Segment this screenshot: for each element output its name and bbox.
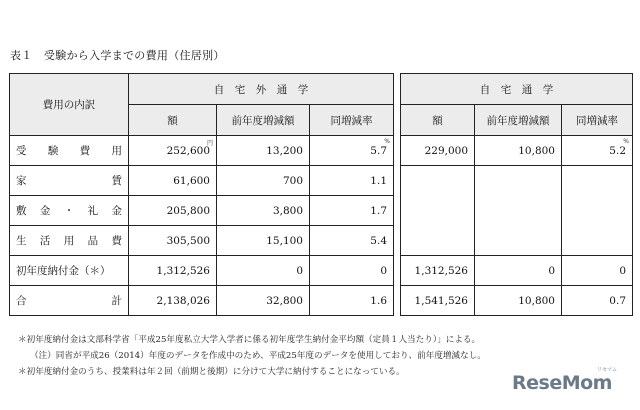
- away-rate-cell: 1.7: [310, 196, 394, 226]
- away-rate-cell: 1.1: [310, 166, 394, 196]
- row-label: 合計: [10, 286, 129, 316]
- home-rate-cell: 0: [562, 256, 633, 286]
- home-amount-cell: 229,000: [401, 136, 475, 166]
- logo-subtext: リセマム: [597, 367, 617, 373]
- away-rate-cell: % 5.7: [310, 136, 394, 166]
- home-rate-cell: 0.7: [562, 286, 633, 316]
- away-change-cell: 3,800: [217, 196, 310, 226]
- header-away-change: 前年度増減額: [217, 105, 310, 136]
- header-item-col: 費用の内訳: [10, 74, 129, 136]
- footnote: （注）同省が平成26（2014）年度のデータを作成中のため、平成25年度のデータを使用しており、前年度増減なし。: [30, 351, 486, 361]
- home-empty-cell: [475, 166, 562, 256]
- row-label: 敷金・礼金: [10, 196, 129, 226]
- footnotes: [18, 332, 488, 380]
- home-change-cell: 0: [475, 256, 562, 286]
- home-amount-cell: 1,541,526: [401, 286, 475, 316]
- header-home-change: 前年度増減額: [475, 105, 562, 136]
- column-gap: [394, 74, 401, 316]
- away-change-cell: 13,200: [217, 136, 310, 166]
- table-title: 表１ 受験から入学までの費用（住居別）: [10, 49, 225, 62]
- header-away-group: 自 宅 外 通 学: [129, 74, 394, 105]
- away-amount-cell: 円 252,600: [129, 136, 217, 166]
- away-rate-cell: 0: [310, 256, 394, 286]
- table-row-total: [10, 286, 633, 316]
- away-change-cell: 15,100: [217, 226, 310, 256]
- home-change-cell: 10,800: [475, 136, 562, 166]
- table-row: [10, 256, 633, 286]
- header-away-amount: 額: [129, 105, 217, 136]
- away-amount-cell: 305,500: [129, 226, 217, 256]
- home-rate-cell: % 5.2: [562, 136, 633, 166]
- row-label: 家賃: [10, 166, 129, 196]
- away-change-cell: 0: [217, 256, 310, 286]
- away-change-cell: 700: [217, 166, 310, 196]
- header-home-rate: 同増減率: [562, 105, 633, 136]
- unit-percent: %: [623, 138, 629, 145]
- away-amount-cell: 2,138,026: [129, 286, 217, 316]
- header-away-rate: 同増減率: [310, 105, 394, 136]
- home-empty-cell: [401, 166, 475, 256]
- unit-percent: %: [384, 138, 390, 145]
- resemom-logo: ReseMom: [512, 372, 612, 394]
- away-amount-cell: 205,800: [129, 196, 217, 226]
- row-label: 受験費用: [10, 136, 129, 166]
- away-rate-cell: 5.4: [310, 226, 394, 256]
- home-amount-cell: 1,312,526: [401, 256, 475, 286]
- cost-table: [9, 73, 633, 316]
- away-change-cell: 32,800: [217, 286, 310, 316]
- table-row: [10, 136, 633, 166]
- header-home-amount: 額: [401, 105, 475, 136]
- away-amount-cell: 61,600: [129, 166, 217, 196]
- away-amount-cell: 1,312,526: [129, 256, 217, 286]
- unit-yen: 円: [206, 140, 213, 147]
- home-change-cell: 10,800: [475, 286, 562, 316]
- away-rate-cell: 1.6: [310, 286, 394, 316]
- header-home-group: 自 宅 通 学: [401, 74, 633, 105]
- row-label: 生活用品費: [10, 226, 129, 256]
- table-row: [10, 166, 633, 196]
- home-empty-cell: [562, 166, 633, 256]
- footnote: ＊初年度納付金のうち、授業料は年２回（前期と後期）に分けて大学に納付することになっている。: [18, 367, 405, 377]
- row-label: 初年度納付金（＊）: [10, 256, 129, 286]
- footnote: ＊初年度納付金は文部科学省「平成25年度私立大学入学者に係る初年度学生納付金平均額（定員１人当たり）」による。: [18, 335, 481, 345]
- header-row-groups: [10, 74, 633, 105]
